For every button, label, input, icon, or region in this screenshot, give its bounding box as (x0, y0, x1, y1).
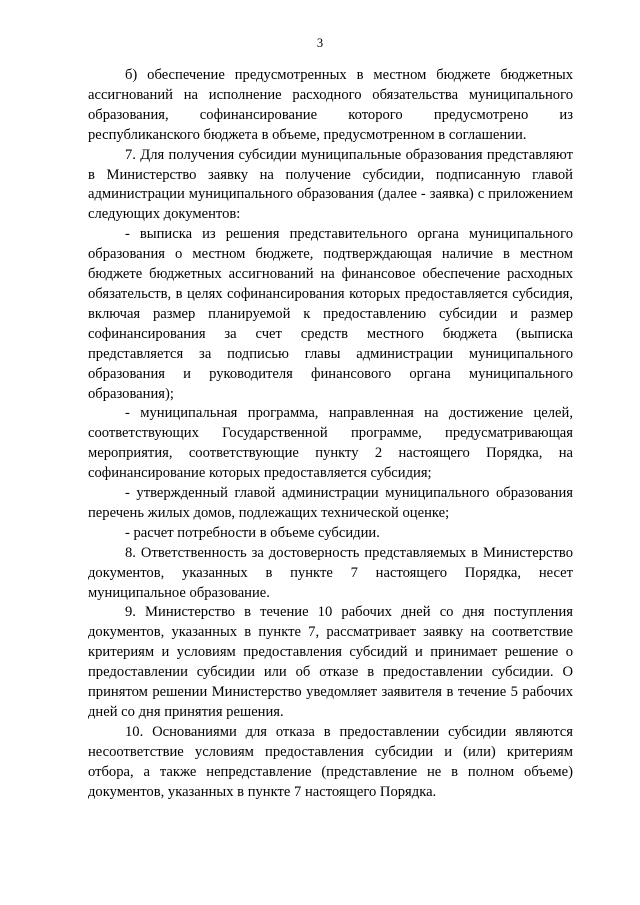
list-item-subsidy-calculation: - расчет потребности в объеме субсидии. (125, 524, 380, 541)
paragraph-b: б) обеспечение предусмотренных в местном бюджете бюджетных ассигнований на исполнение расходного обязательства муниципального образования, софинансирование которого предусмотрено из республиканского бюджета в объеме, предусмотренном в соглашении. (88, 67, 573, 143)
paragraph-8: 8. Ответственность за достоверность представляемых в Министерство документов, указанных в пункте 7 настоящего Порядка, несет муниципальное образование. (88, 544, 573, 601)
paragraph-10: 10. Основаниями для отказа в предоставлении субсидии являются несоответствие условиям предоставления субсидии и (или) критериям отбора, а также непредставление (представление не в полном объеме) документов, указанных в пункте 7 настоящего Порядка. (88, 723, 573, 800)
list-item-budget-extract: - выписка из решения представительного органа муниципального образования о местном бюджете, подтверждающая наличие в местном бюджете бюджетных ассигнований на финансовое обеспечение расходных обязательств, в целях софинансирования которых предоставляется субсидия, включая размер планируемой к предоставлению субсидии и размер софинансирования за счет средств местного бюджета (выписка представляется за подписью главы администрации муниципального образования и руководителя финансового органа муниципального образования); (88, 226, 573, 402)
paragraph-7: 7. Для получения субсидии муниципальные образования представляют в Министерство заявку на получение субсидии, подписанную главой администрации муниципального образования (далее - заявка) с приложением следующих документов: (88, 146, 573, 223)
document-body (88, 66, 573, 803)
list-item-housing-list: - утвержденный главой администрации муниципального образования перечень жилых домов, подлежащих технической оценке; (88, 485, 573, 521)
list-item-municipal-program: - муниципальная программа, направленная на достижение целей, соответствующих Государственной программе, предусматривающая мероприятия, соответствующие пункту 2 настоящего Порядка, на софинансирование которых предоставляется субсидия; (88, 405, 573, 482)
paragraph-9: 9. Министерство в течение 10 рабочих дней со дня поступления документов, указанных в пункте 7, рассматривает заявку на соответствие критериям и условиям предоставления субсидий и принимает решение о предоставлении субсидии или об отказе в предоставлении субсидии. О принятом решении Министерство уведомляет заявителя в течение 5 рабочих дней со дня принятия решения. (88, 604, 573, 720)
page-number: 3 (316, 36, 324, 50)
